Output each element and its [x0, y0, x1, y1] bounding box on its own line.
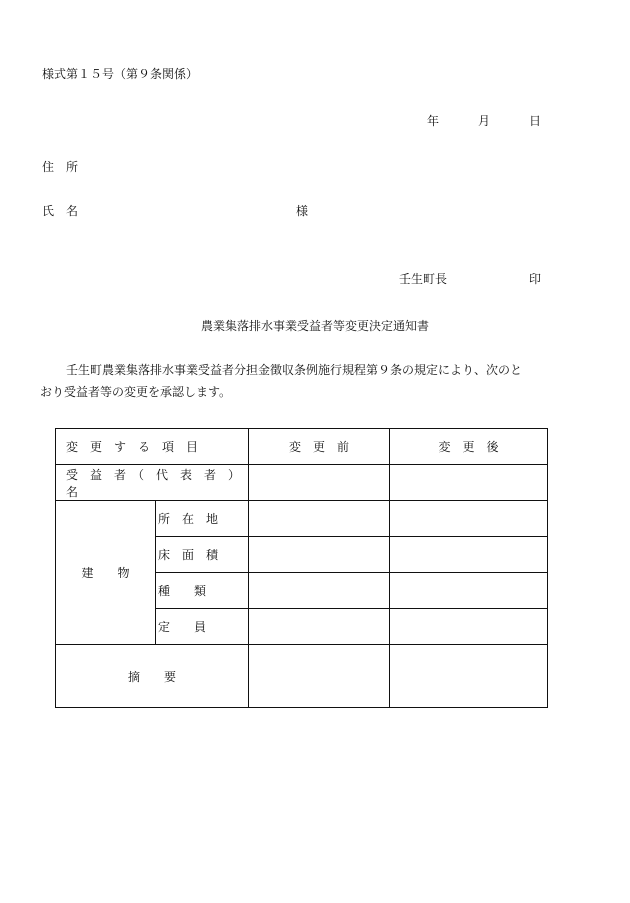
row-beneficiary [56, 465, 249, 501]
row-summary [56, 645, 249, 708]
header-before [249, 429, 390, 465]
building-row-capacity [156, 609, 249, 645]
type-label: 種 類 [158, 584, 207, 598]
beneficiary-before-cell [249, 465, 390, 501]
header-after-label: 変 更 後 [438, 440, 499, 454]
capacity-label: 定 員 [158, 620, 207, 634]
form-number: 様式第１５号（第９条関係） [42, 67, 199, 81]
location-label: 所 在 地 [158, 512, 219, 526]
beneficiary-after-cell [390, 465, 548, 501]
summary-before-cell [249, 645, 390, 708]
address-label: 住 所 [42, 160, 79, 174]
type-before-cell [249, 573, 390, 609]
date-day-label: 日 [529, 114, 542, 128]
body-line-2: おり受益者等の変更を承認します。 [40, 385, 232, 399]
header-item [56, 429, 249, 465]
floor-area-label: 床 面 積 [158, 548, 219, 562]
row-beneficiary-label: 受 益 者 （ 代 表 者 ） 名 [66, 467, 247, 499]
floor-area-before-cell [249, 537, 390, 573]
summary-label: 摘 要 [128, 669, 177, 684]
location-before-cell [249, 501, 390, 537]
change-table [55, 428, 548, 708]
date-year-label: 年 [427, 114, 440, 128]
building-row-floor-area [156, 537, 249, 573]
building-label: 建 物 [81, 566, 130, 580]
building-row-location [156, 501, 249, 537]
seal-mark: 印 [529, 272, 542, 286]
type-after-cell [390, 573, 548, 609]
capacity-after-cell [390, 609, 548, 645]
location-after-cell [390, 501, 548, 537]
body-line-1: 壬生町農業集落排水事業受益者分担金徴収条例施行規程第９条の規定により、次のと [66, 363, 523, 377]
name-label: 氏 名 [42, 204, 79, 218]
honorific: 様 [296, 204, 309, 218]
header-before-label: 変 更 前 [289, 440, 350, 454]
issuer-name: 壬生町長 [399, 272, 448, 286]
document-title: 農業集落排水事業受益者等変更決定通知書 [200, 319, 429, 333]
date-month-label: 月 [478, 114, 491, 128]
summary-after-cell [390, 645, 548, 708]
capacity-before-cell [249, 609, 390, 645]
header-after [390, 429, 548, 465]
building-cell [56, 501, 156, 645]
floor-area-after-cell [390, 537, 548, 573]
building-row-type [156, 573, 249, 609]
header-item-label: 変 更 す る 項 目 [66, 440, 199, 454]
